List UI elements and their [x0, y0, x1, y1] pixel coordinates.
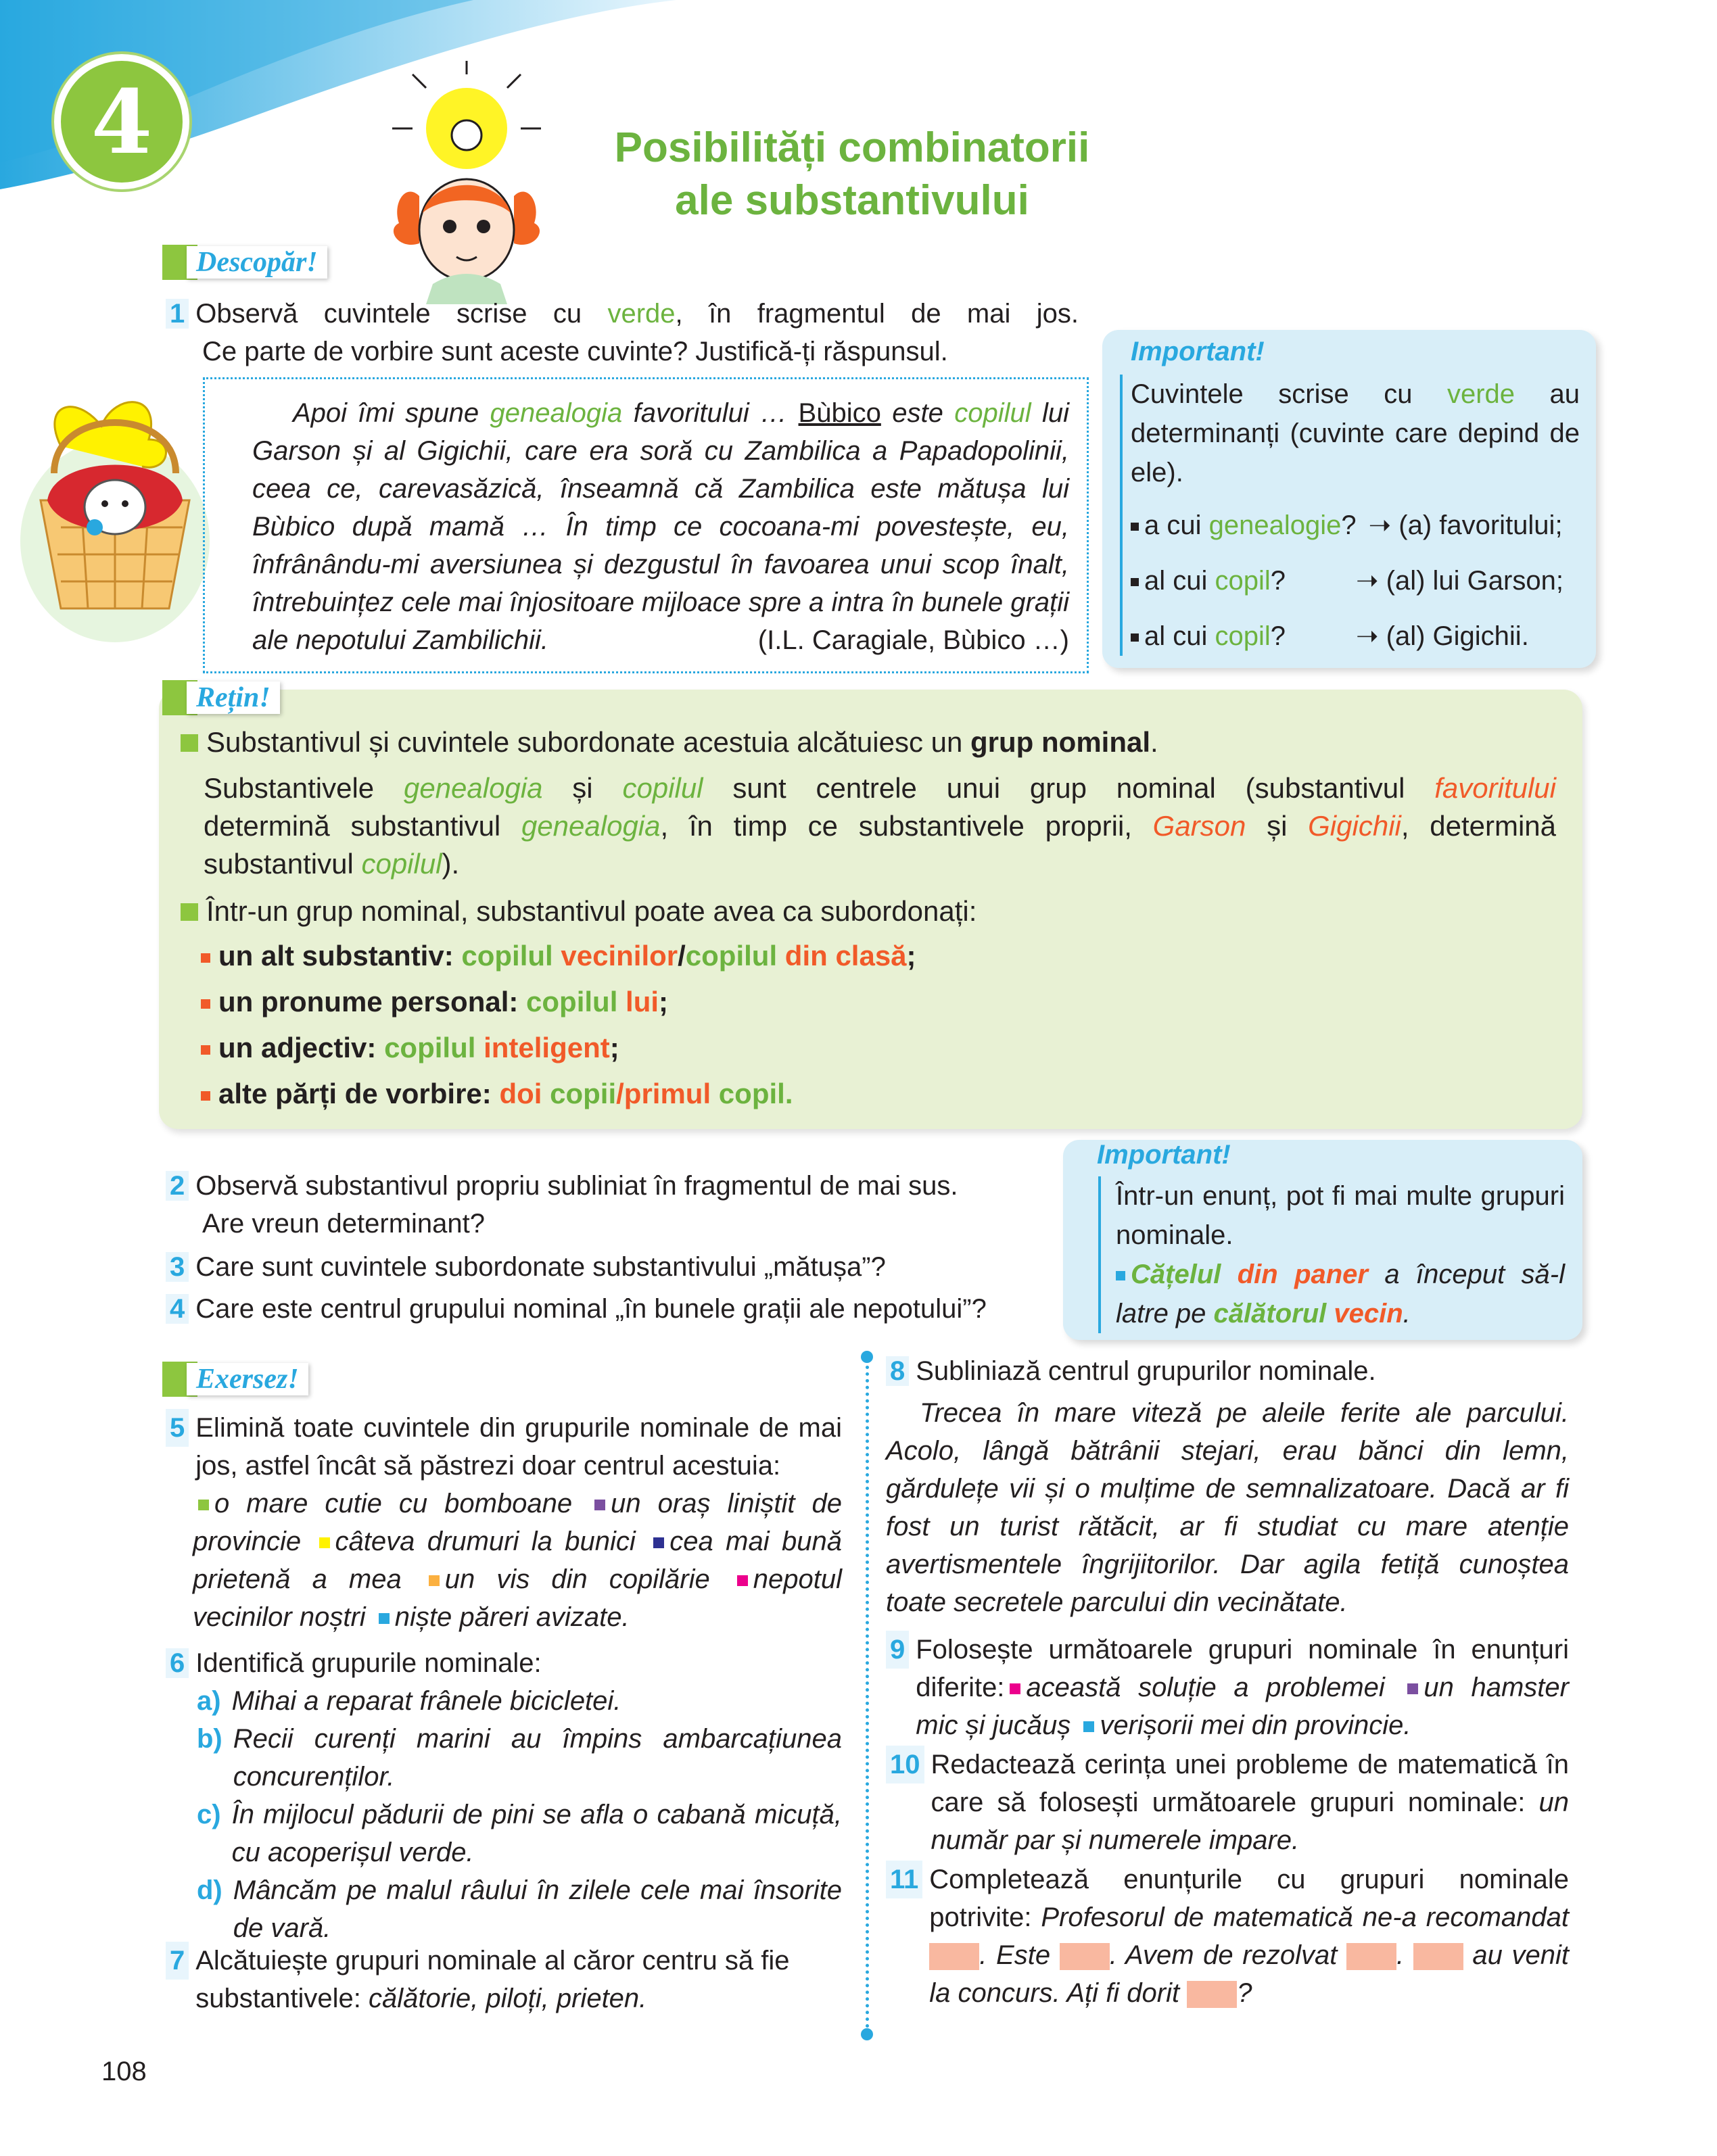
q11-italic-text: . Avem de rezolvat [1109, 1940, 1338, 1970]
q2-text: Are vreun determinant? [202, 1209, 486, 1239]
q11-text: Completează enunțurile cu grupuri nominale potrivite: [929, 1865, 1569, 1932]
retin-bullet-4 [201, 1075, 793, 1113]
retin-text: Substantivul și cuvintele subordonate acestuia alcătuiesc un [206, 726, 971, 758]
puppy-in-basket-illustration [14, 365, 216, 649]
fragment-text: favoritului … [622, 398, 799, 428]
row-text: ? [1341, 510, 1357, 540]
divider-dot [861, 2028, 873, 2040]
q9-items-list [916, 1673, 1569, 1740]
arrow-right-icon: ➝ [1356, 566, 1379, 596]
row-text: ? [1270, 621, 1286, 651]
retin-line-2 [204, 769, 1556, 807]
important-box-1 [1102, 330, 1596, 668]
retin-bullet-3 [201, 1029, 619, 1067]
bullet-orange-word: lui [617, 986, 659, 1017]
page-number: 108 [101, 2057, 147, 2086]
item-letter: b) [197, 1724, 222, 1754]
example-text: a început să-l latre pe [1116, 1260, 1565, 1328]
q5-text: Elimină toate cuvintele din grupurile nominale de mai jos, astfel încât să păstrezi doar centrul acestuia: [195, 1413, 842, 1481]
bullet-square-icon [201, 999, 210, 1009]
question-3 [166, 1248, 886, 1286]
question-6 [166, 1644, 842, 1947]
q7-text: Alcătuiește grupuri nominale al căror centru să fie substantivele: [195, 1946, 790, 2013]
bullet-orange-word: primul [624, 1078, 711, 1109]
question-number: 8 [886, 1356, 909, 1386]
row-green-word: copil [1215, 621, 1271, 651]
question-10 [886, 1746, 1569, 1859]
question-number: 7 [166, 1942, 189, 1980]
exersez-section-tag [162, 1360, 308, 1398]
question-number: 6 [166, 1648, 189, 1678]
bullet-square-icon [201, 1091, 210, 1101]
retin-green-word: genealogia [403, 772, 543, 804]
answer-blank[interactable] [1060, 1943, 1110, 1970]
fragment-green-word: genealogia [490, 398, 623, 428]
q11-italic-text: . [1396, 1940, 1405, 1970]
list-item: cea mai bună prietenă a mea [193, 1527, 842, 1594]
retin-line-5 [181, 892, 977, 930]
descopar-label: Descopăr! [187, 246, 327, 279]
list-item: un oraș liniștit de provincie [193, 1489, 842, 1556]
question-2 [166, 1167, 958, 1243]
row-green-word: genealogie [1208, 510, 1342, 540]
question-number: 3 [166, 1252, 189, 1282]
answer-blank[interactable] [1413, 1943, 1463, 1970]
important-example [1116, 1260, 1565, 1328]
important-text: Cuvintele scrise cu [1131, 379, 1447, 409]
q2-text: Observă substantivul propriu subliniat în fragmentul de mai sus. [195, 1171, 958, 1201]
q9-text: Folosește următoarele grupuri nominale în enunțuri diferite: [916, 1635, 1569, 1702]
fragment-underlined-word: Bùbico [798, 398, 881, 428]
retin-orange-word: Gigichii [1308, 810, 1401, 842]
bullet-green-word: copilul [685, 940, 778, 972]
arrow-right-icon: ➝ [1368, 510, 1392, 540]
important-box-heading: Important! [1097, 1140, 1231, 1170]
question-7 [166, 1942, 842, 2017]
important-row-3 [1131, 617, 1580, 656]
example-orange-word: din paner [1221, 1260, 1368, 1289]
answer-blank[interactable] [929, 1943, 979, 1970]
retin-text: . [1150, 726, 1158, 758]
q11-italic-text: . Este [979, 1940, 1051, 1970]
q1-text-part: Observă cuvintele scrise cu [195, 299, 608, 329]
bullet-text: ; [906, 940, 916, 972]
question-4 [166, 1290, 987, 1328]
bullet-text: : [481, 1078, 500, 1109]
q1-green-word: verde [607, 299, 676, 329]
row-answer: (a) favoritului; [1398, 510, 1563, 540]
question-number: 1 [166, 299, 189, 329]
question-number: 11 [886, 1861, 922, 1898]
bullet-green-word: copilul [384, 1032, 476, 1063]
bullet-text: . [784, 1078, 793, 1109]
question-number: 4 [166, 1294, 189, 1324]
retin-bullet-1 [201, 937, 916, 975]
color-square-icon [379, 1613, 390, 1624]
important-box-2 [1063, 1140, 1582, 1340]
q1-line-2: Ce parte de vorbire sunt aceste cuvinte? Justifică-ți răspunsul. [202, 337, 948, 366]
item-text: Mâncăm pe malul râului în zilele cele mai însorite de vară. [233, 1875, 842, 1943]
bullet-green-word: copilul [526, 986, 618, 1017]
q6-item-c [166, 1796, 842, 1871]
color-square-icon [319, 1537, 330, 1548]
retin-text: și [542, 772, 623, 804]
bullet-square-icon [201, 953, 210, 963]
question-11 [886, 1861, 1569, 2012]
question-1 [166, 295, 1079, 370]
title-line-2: ale substantivului [675, 177, 1029, 224]
bullet-label: un adjectiv: [218, 1032, 385, 1063]
bullet-square-icon [1116, 1271, 1125, 1280]
bullet-text: ; [659, 986, 669, 1017]
row-answer: (al) Gigichii. [1386, 621, 1529, 651]
retin-text: ). [442, 848, 460, 880]
item-letter: c) [197, 1800, 221, 1829]
bullet-green-word: copil [711, 1078, 785, 1109]
question-5 [166, 1409, 842, 1636]
lesson-number-badge: 4 [54, 54, 189, 189]
bullet-square-icon [181, 903, 198, 921]
bullet-square-icon [181, 734, 198, 752]
q10-text: Redactează cerința unei probleme de matematică în care să folosești următoarele grupuri nominale: [931, 1750, 1569, 1817]
bullet-square-icon [201, 1045, 210, 1055]
important-box-body [1098, 1176, 1565, 1333]
color-square-icon [594, 1500, 605, 1510]
list-item: o mare cutie cu bomboane [214, 1489, 590, 1518]
bullet-label: alte părți de vorbire [218, 1078, 482, 1109]
bullet-orange-word: din clasă [777, 940, 907, 972]
bullet-icon [1131, 578, 1139, 586]
retin-line-3 [204, 807, 1556, 845]
row-text: al cui [1144, 621, 1215, 651]
q1-text-part: , în fragmentul de mai jos. [675, 299, 1079, 329]
fragment-source: (I.L. Caragiale, Bùbico …) [757, 625, 1069, 655]
retin-box [159, 690, 1582, 1129]
bullet-text: / [678, 940, 686, 972]
list-item: un hamster mic și jucăuș [916, 1673, 1569, 1740]
row-green-word: copil [1215, 566, 1271, 596]
bullet-green-word: copii [542, 1078, 617, 1109]
fragment-text: Apoi îmi spune [293, 398, 490, 428]
q6-item-d [166, 1871, 842, 1947]
q3-text: Care sunt cuvintele subordonate substantivului „mătușa”? [195, 1252, 886, 1282]
fragment-text: este [880, 398, 955, 428]
retin-text: și [1246, 810, 1309, 842]
q8-text: Subliniază centrul grupurilor nominale. [916, 1356, 1376, 1386]
row-answer: (al) lui Garson; [1386, 566, 1563, 596]
list-item: un vis din copilărie [444, 1564, 732, 1594]
bullet-icon [1131, 523, 1139, 531]
question-number: 10 [886, 1746, 924, 1783]
q11-italic-text: ? [1237, 1978, 1252, 2008]
retin-text: substantivul [204, 848, 362, 880]
question-9 [886, 1631, 1569, 1744]
page-title [582, 122, 1123, 227]
retin-text: , determină [1401, 810, 1556, 842]
row-text: ? [1270, 566, 1286, 596]
girl-with-lightbulb-illustration [365, 61, 561, 304]
retin-text: determină substantivul [204, 810, 521, 842]
item-letter: d) [197, 1875, 222, 1905]
retin-orange-word: favoritului [1434, 772, 1556, 804]
retin-bold-term: grup nominal [970, 726, 1151, 758]
item-text: În mijlocul pădurii de pini se afla o cabană micuță, cu acoperișul verde. [231, 1800, 842, 1867]
color-square-icon [653, 1537, 664, 1548]
example-green-word: călătorul [1213, 1299, 1327, 1328]
row-text: al cui [1144, 566, 1215, 596]
color-square-icon [198, 1500, 209, 1510]
important-text: Într-un enunț, pot fi mai multe grupuri nominale. [1116, 1181, 1565, 1250]
example-green-word: Cățelul [1131, 1260, 1221, 1289]
fragment-text: lui Garson și al Gigichii, care era soră cu Zambilica a Papadopolinii, ceea ce, carevasăzică, înseamnă că Zambilica este mătușa lui Bùbico după mamă … În timp ce cocoana-mi povestește, eu, înfrânându-mi aversiunea și dezgustul în favoarea unui scop înalt, întrebuințez cele mai înjositoare mijloace spre a intra în bunele grații ale nepotului Zambilichii. [252, 398, 1070, 655]
q11-italic-text: Profesorul de matematică ne-a recomandat [1041, 1902, 1569, 1932]
answer-blank[interactable] [1346, 1943, 1396, 1970]
row-text: a cui [1144, 510, 1209, 540]
list-item: nepotul vecinilor noștri [193, 1564, 842, 1632]
item-text: Recii curenți marini au împins ambarcațiunea concurenților. [233, 1724, 842, 1792]
bullet-text: ; [609, 1032, 619, 1063]
bullet-orange-word: vecinilor [552, 940, 678, 972]
list-item: această soluție a problemei [1026, 1673, 1403, 1702]
q5-items-list [166, 1485, 842, 1636]
question-number: 5 [166, 1409, 189, 1447]
bullet-text: : [444, 940, 462, 972]
bullet-text: / [616, 1078, 624, 1109]
exersez-label: Exersez! [187, 1363, 308, 1395]
color-square-icon [1083, 1721, 1094, 1732]
question-number: 9 [886, 1631, 909, 1669]
bullet-orange-word: doi [499, 1078, 542, 1109]
example-text: . [1403, 1299, 1411, 1328]
retin-text: Într-un grup nominal, substantivul poate avea ca subordonați: [206, 895, 977, 927]
retin-orange-word: Garson [1152, 810, 1246, 842]
color-square-icon [429, 1575, 440, 1586]
list-item: niște păreri avizate. [394, 1602, 630, 1632]
important-box-heading: Important! [1131, 337, 1265, 366]
bullet-green-word: copilul [461, 940, 553, 972]
list-item: verișorii mei din provincie. [1100, 1710, 1411, 1740]
color-square-icon [1407, 1683, 1418, 1694]
descopar-section-tag [162, 243, 327, 281]
title-line-1: Posibilități combinatorii [614, 124, 1090, 171]
retin-label: Rețin! [187, 681, 280, 714]
retin-green-word: copilul [361, 848, 442, 880]
bullet-orange-word: inteligent [475, 1032, 610, 1063]
bullet-icon [1131, 633, 1139, 642]
bullet-label: un pronume personal: [218, 986, 527, 1017]
color-square-icon [737, 1575, 748, 1586]
q8-passage: Trecea în mare viteză pe aleile ferite ale parcului. Acolo, lângă bătrânii stejari, erau bănci din lemn, gărdulețe vii și o mulțime de semnalizatoare. Dacă ar fi fost un turist rătăcit, ar fi studiat cu mare atenție avertismentele îngrijitorilor. Dar agila fetiță cunoștea toate secretele parcului din vecinătate. [886, 1398, 1569, 1617]
q10-italic-text: un număr par și numerele impare. [931, 1788, 1569, 1855]
retin-text: , în timp ce substantivele proprii, [660, 810, 1153, 842]
q6-item-a [166, 1682, 842, 1720]
retin-section-tag [162, 679, 280, 717]
bullet-label: un alt substantiv [218, 940, 444, 972]
retin-green-word: copilul [622, 772, 703, 804]
item-text: Mihai a reparat frânele bicicletei. [231, 1686, 621, 1716]
color-square-icon [1010, 1683, 1020, 1694]
question-8 [886, 1352, 1569, 1621]
list-item: câteva drumuri la bunici [335, 1527, 649, 1556]
q11-italic-text: au venit la concurs. Ați fi dorit [929, 1940, 1570, 2008]
retin-text: sunt centrele unui grup nominal (substantivul [703, 772, 1435, 804]
literary-fragment [203, 377, 1089, 673]
important-text: au determinanți (cuvinte care depind de ele). [1131, 379, 1580, 487]
example-orange-word: vecin [1326, 1299, 1403, 1328]
retin-line-4 [204, 845, 459, 883]
important-green-word: verde [1446, 379, 1515, 409]
retin-bullet-2 [201, 983, 668, 1021]
item-letter: a) [197, 1686, 221, 1716]
q6-item-b [166, 1720, 842, 1796]
q4-text: Care este centrul grupului nominal „în bunele grații ale nepotului”? [195, 1294, 987, 1324]
question-number: 2 [166, 1171, 189, 1201]
answer-blank[interactable] [1187, 1981, 1237, 2008]
retin-green-word: genealogia [521, 810, 661, 842]
column-divider [866, 1359, 869, 2035]
fragment-green-word: copilul [954, 398, 1031, 428]
important-row-2 [1131, 561, 1580, 600]
q7-italic-text: călătorie, piloți, prieten. [368, 1984, 647, 2013]
important-row-1 [1131, 506, 1580, 545]
divider-dot [861, 1351, 873, 1363]
important-box-body [1120, 375, 1580, 656]
retin-line-1 [181, 723, 1158, 761]
arrow-right-icon: ➝ [1356, 621, 1379, 651]
retin-text: Substantivele [204, 772, 404, 804]
q6-text: Identifică grupurile nominale: [195, 1648, 542, 1678]
